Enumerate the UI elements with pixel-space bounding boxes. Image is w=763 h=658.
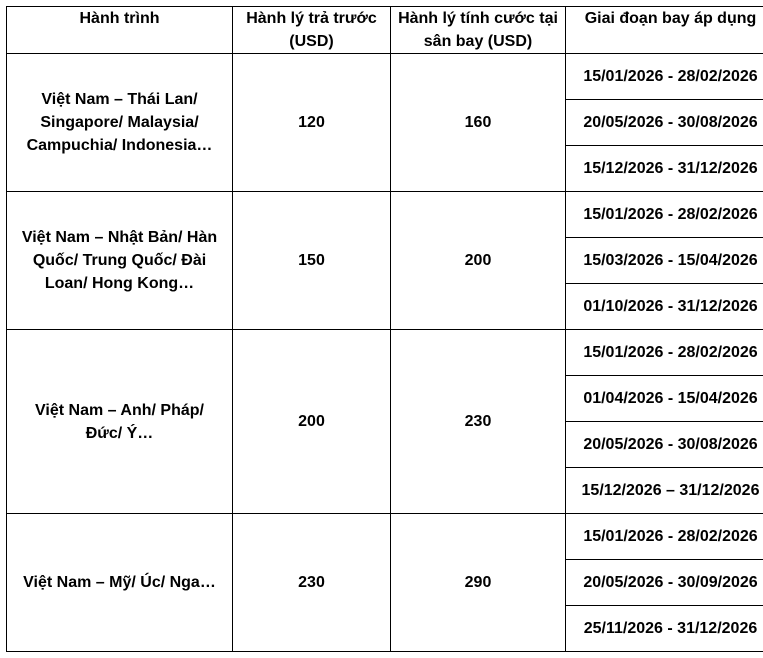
prepaid-fee-cell: 150 bbox=[233, 192, 391, 330]
prepaid-fee-cell: 120 bbox=[233, 54, 391, 192]
header-route: Hành trình bbox=[7, 7, 233, 54]
period-cell: 25/11/2026 - 31/12/2026 bbox=[566, 606, 763, 652]
period-cell: 20/05/2026 - 30/09/2026 bbox=[566, 560, 763, 606]
route-cell: Việt Nam – Thái Lan/ Singapore/ Malaysia/ Campuchia/ Indonesia… bbox=[7, 54, 233, 192]
table-row bbox=[7, 330, 763, 376]
table-row bbox=[7, 514, 763, 560]
period-cell: 01/04/2026 - 15/04/2026 bbox=[566, 376, 763, 422]
period-cell: 15/12/2026 – 31/12/2026 bbox=[566, 468, 763, 514]
airport-fee-cell: 230 bbox=[391, 330, 566, 514]
route-cell: Việt Nam – Mỹ/ Úc/ Nga… bbox=[7, 514, 233, 652]
prepaid-fee-cell: 230 bbox=[233, 514, 391, 652]
period-cell: 15/12/2026 - 31/12/2026 bbox=[566, 146, 763, 192]
header-row bbox=[7, 7, 763, 54]
airport-fee-cell: 290 bbox=[391, 514, 566, 652]
table-row bbox=[7, 54, 763, 100]
prepaid-fee-cell: 200 bbox=[233, 330, 391, 514]
table-row bbox=[7, 192, 763, 238]
route-cell: Việt Nam – Nhật Bản/ Hàn Quốc/ Trung Quốc/ Đài Loan/ Hong Kong… bbox=[7, 192, 233, 330]
route-cell: Việt Nam – Anh/ Pháp/ Đức/ Ý… bbox=[7, 330, 233, 514]
period-cell: 01/10/2026 - 31/12/2026 bbox=[566, 284, 763, 330]
period-cell: 15/01/2026 - 28/02/2026 bbox=[566, 192, 763, 238]
header-period: Giai đoạn bay áp dụng bbox=[566, 7, 763, 54]
period-cell: 15/03/2026 - 15/04/2026 bbox=[566, 238, 763, 284]
airport-fee-cell: 200 bbox=[391, 192, 566, 330]
header-prepaid: Hành lý trả trước (USD) bbox=[233, 7, 391, 54]
header-airport: Hành lý tính cước tại sân bay (USD) bbox=[391, 7, 566, 54]
airport-fee-cell: 160 bbox=[391, 54, 566, 192]
period-cell: 15/01/2026 - 28/02/2026 bbox=[566, 514, 763, 560]
baggage-fee-table bbox=[6, 6, 763, 652]
period-cell: 20/05/2026 - 30/08/2026 bbox=[566, 100, 763, 146]
period-cell: 15/01/2026 - 28/02/2026 bbox=[566, 330, 763, 376]
period-cell: 20/05/2026 - 30/08/2026 bbox=[566, 422, 763, 468]
period-cell: 15/01/2026 - 28/02/2026 bbox=[566, 54, 763, 100]
